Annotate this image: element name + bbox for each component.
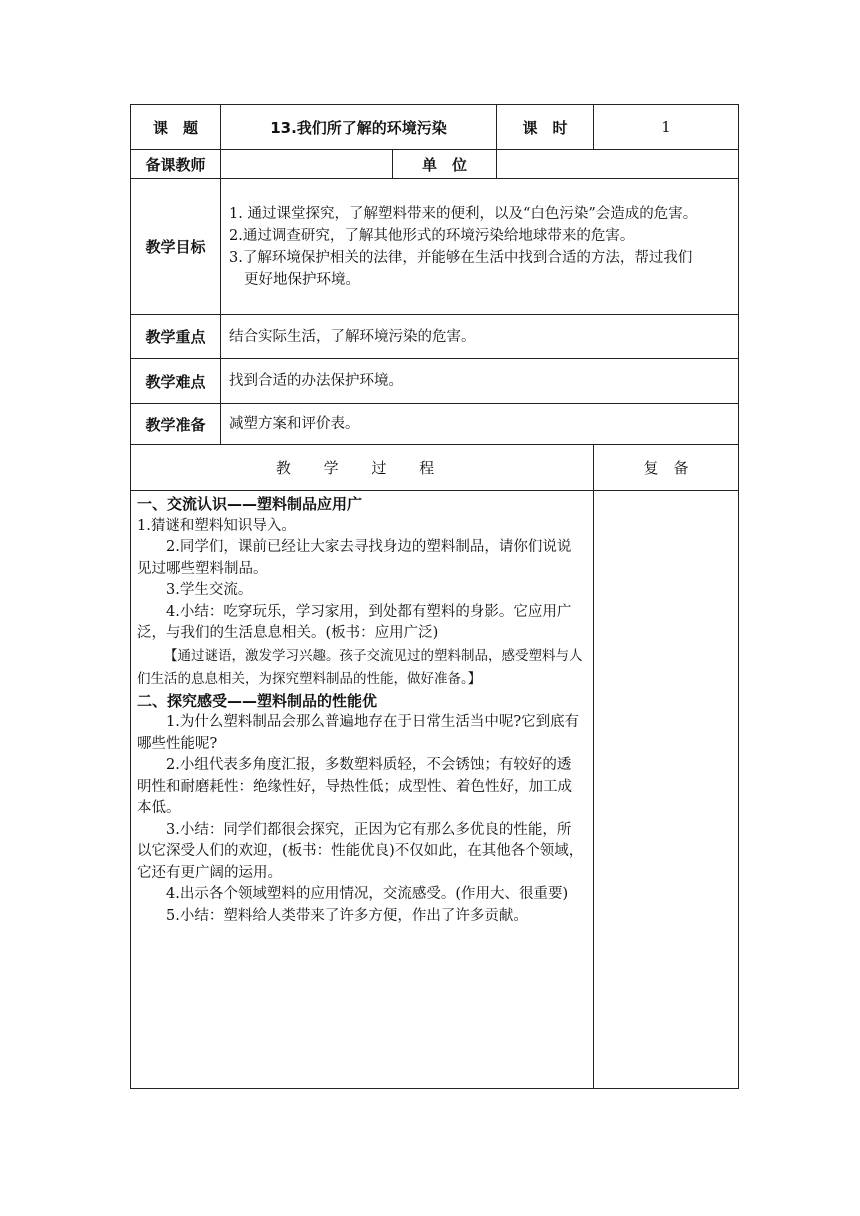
goal-item: 3.了解环境保护相关的法律，并能够在生活中找到合适的方法，帮过我们 — [229, 249, 693, 266]
preparation-label: 教学准备 — [131, 404, 221, 445]
difficulty-value: 找到合适的办法保护环境。 — [221, 359, 739, 404]
section-2-title: 二、探究感受——塑料制品的性能优 — [137, 691, 378, 710]
section-1-step-4: 4.小结：吃穿玩乐，学习家用，到处都有塑料的身影。它应用广泛，与我们的生活息息相关。(板书：应用广泛) — [137, 603, 572, 641]
process-body-row — [131, 491, 739, 1089]
unit-value — [497, 150, 739, 179]
difficulty-label: 教学难点 — [131, 359, 221, 404]
goals-content — [221, 179, 739, 315]
topic-label: 课 题 — [131, 105, 221, 150]
goals-row — [131, 179, 739, 315]
process-title: 教 学 过 程 — [131, 445, 594, 491]
notes-content — [594, 491, 739, 1089]
key-point-row — [131, 315, 739, 359]
unit-label: 单 位 — [393, 150, 497, 179]
process-header-row — [131, 445, 739, 491]
key-point-label: 教学重点 — [131, 315, 221, 359]
lesson-plan-table — [130, 104, 739, 1089]
teacher-label: 备课教师 — [131, 150, 221, 179]
section-2-step-4: 4.出示各个领域塑料的应用情况，交流感受。(作用大、很重要) — [166, 886, 569, 902]
section-2-step-5: 5.小结：塑料给人类带来了许多方便，作出了许多贡献。 — [166, 907, 528, 924]
teacher-value — [221, 150, 393, 179]
key-point-value: 结合实际生活，了解环境污染的危害。 — [221, 315, 739, 359]
goal-item: 更好地保护环境。 — [244, 271, 360, 288]
section-2-step-1: 1.为什么塑料制品会那么普遍地存在于日常生活当中呢?它到底有哪些性能呢? — [137, 714, 580, 752]
notes-title: 复 备 — [594, 445, 739, 491]
teacher-row — [131, 150, 739, 179]
section-1-step-1: 1.猜谜和塑料知识导入。 — [137, 517, 296, 534]
section-2-step-2: 2.小组代表多角度汇报，多数塑料质轻，不会锈蚀；有较好的透明性和耐磨耗性：绝缘性好，导热性低；成型性、着色性好，加工成本低。 — [137, 757, 572, 816]
process-content — [131, 491, 594, 1089]
preparation-value: 减塑方案和评价表。 — [221, 404, 739, 445]
section-1-step-2: 2.同学们，课前已经让大家去寻找身边的塑料制品，请你们说说见过哪些塑料制品。 — [137, 539, 572, 577]
section-1-title: 一、交流认识——塑料制品应用广 — [137, 495, 363, 513]
preparation-row — [131, 404, 739, 445]
goals-label: 教学目标 — [131, 179, 221, 315]
goal-item: 2.通过调查研究，了解其他形式的环境污染给地球带来的危害。 — [229, 227, 635, 244]
section-2-step-3: 3.小结：同学们都很会探究，正因为它有那么多优良的性能，所以它深受人们的欢迎，(板书：性能优良)不仅如此，在其他各个领域，它还有更广阔的运用。 — [137, 821, 584, 881]
section-1-step-3: 3.学生交流。 — [166, 582, 253, 598]
period-label: 课 时 — [497, 105, 594, 150]
difficulty-row — [131, 359, 739, 404]
section-1-note: 【通过谜语，激发学习兴趣。孩子交流见过的塑料制品，感受塑料与人们生活的息息相关，为探究塑料制品的性能，做好准备。】 — [137, 647, 583, 687]
topic-row — [131, 105, 739, 150]
topic-value: 13.我们所了解的环境污染 — [221, 105, 497, 150]
period-value: 1 — [594, 105, 739, 150]
goal-item: 1. 通过课堂探究，了解塑料带来的便利，以及“白色污染”会造成的危害。 — [229, 205, 698, 222]
